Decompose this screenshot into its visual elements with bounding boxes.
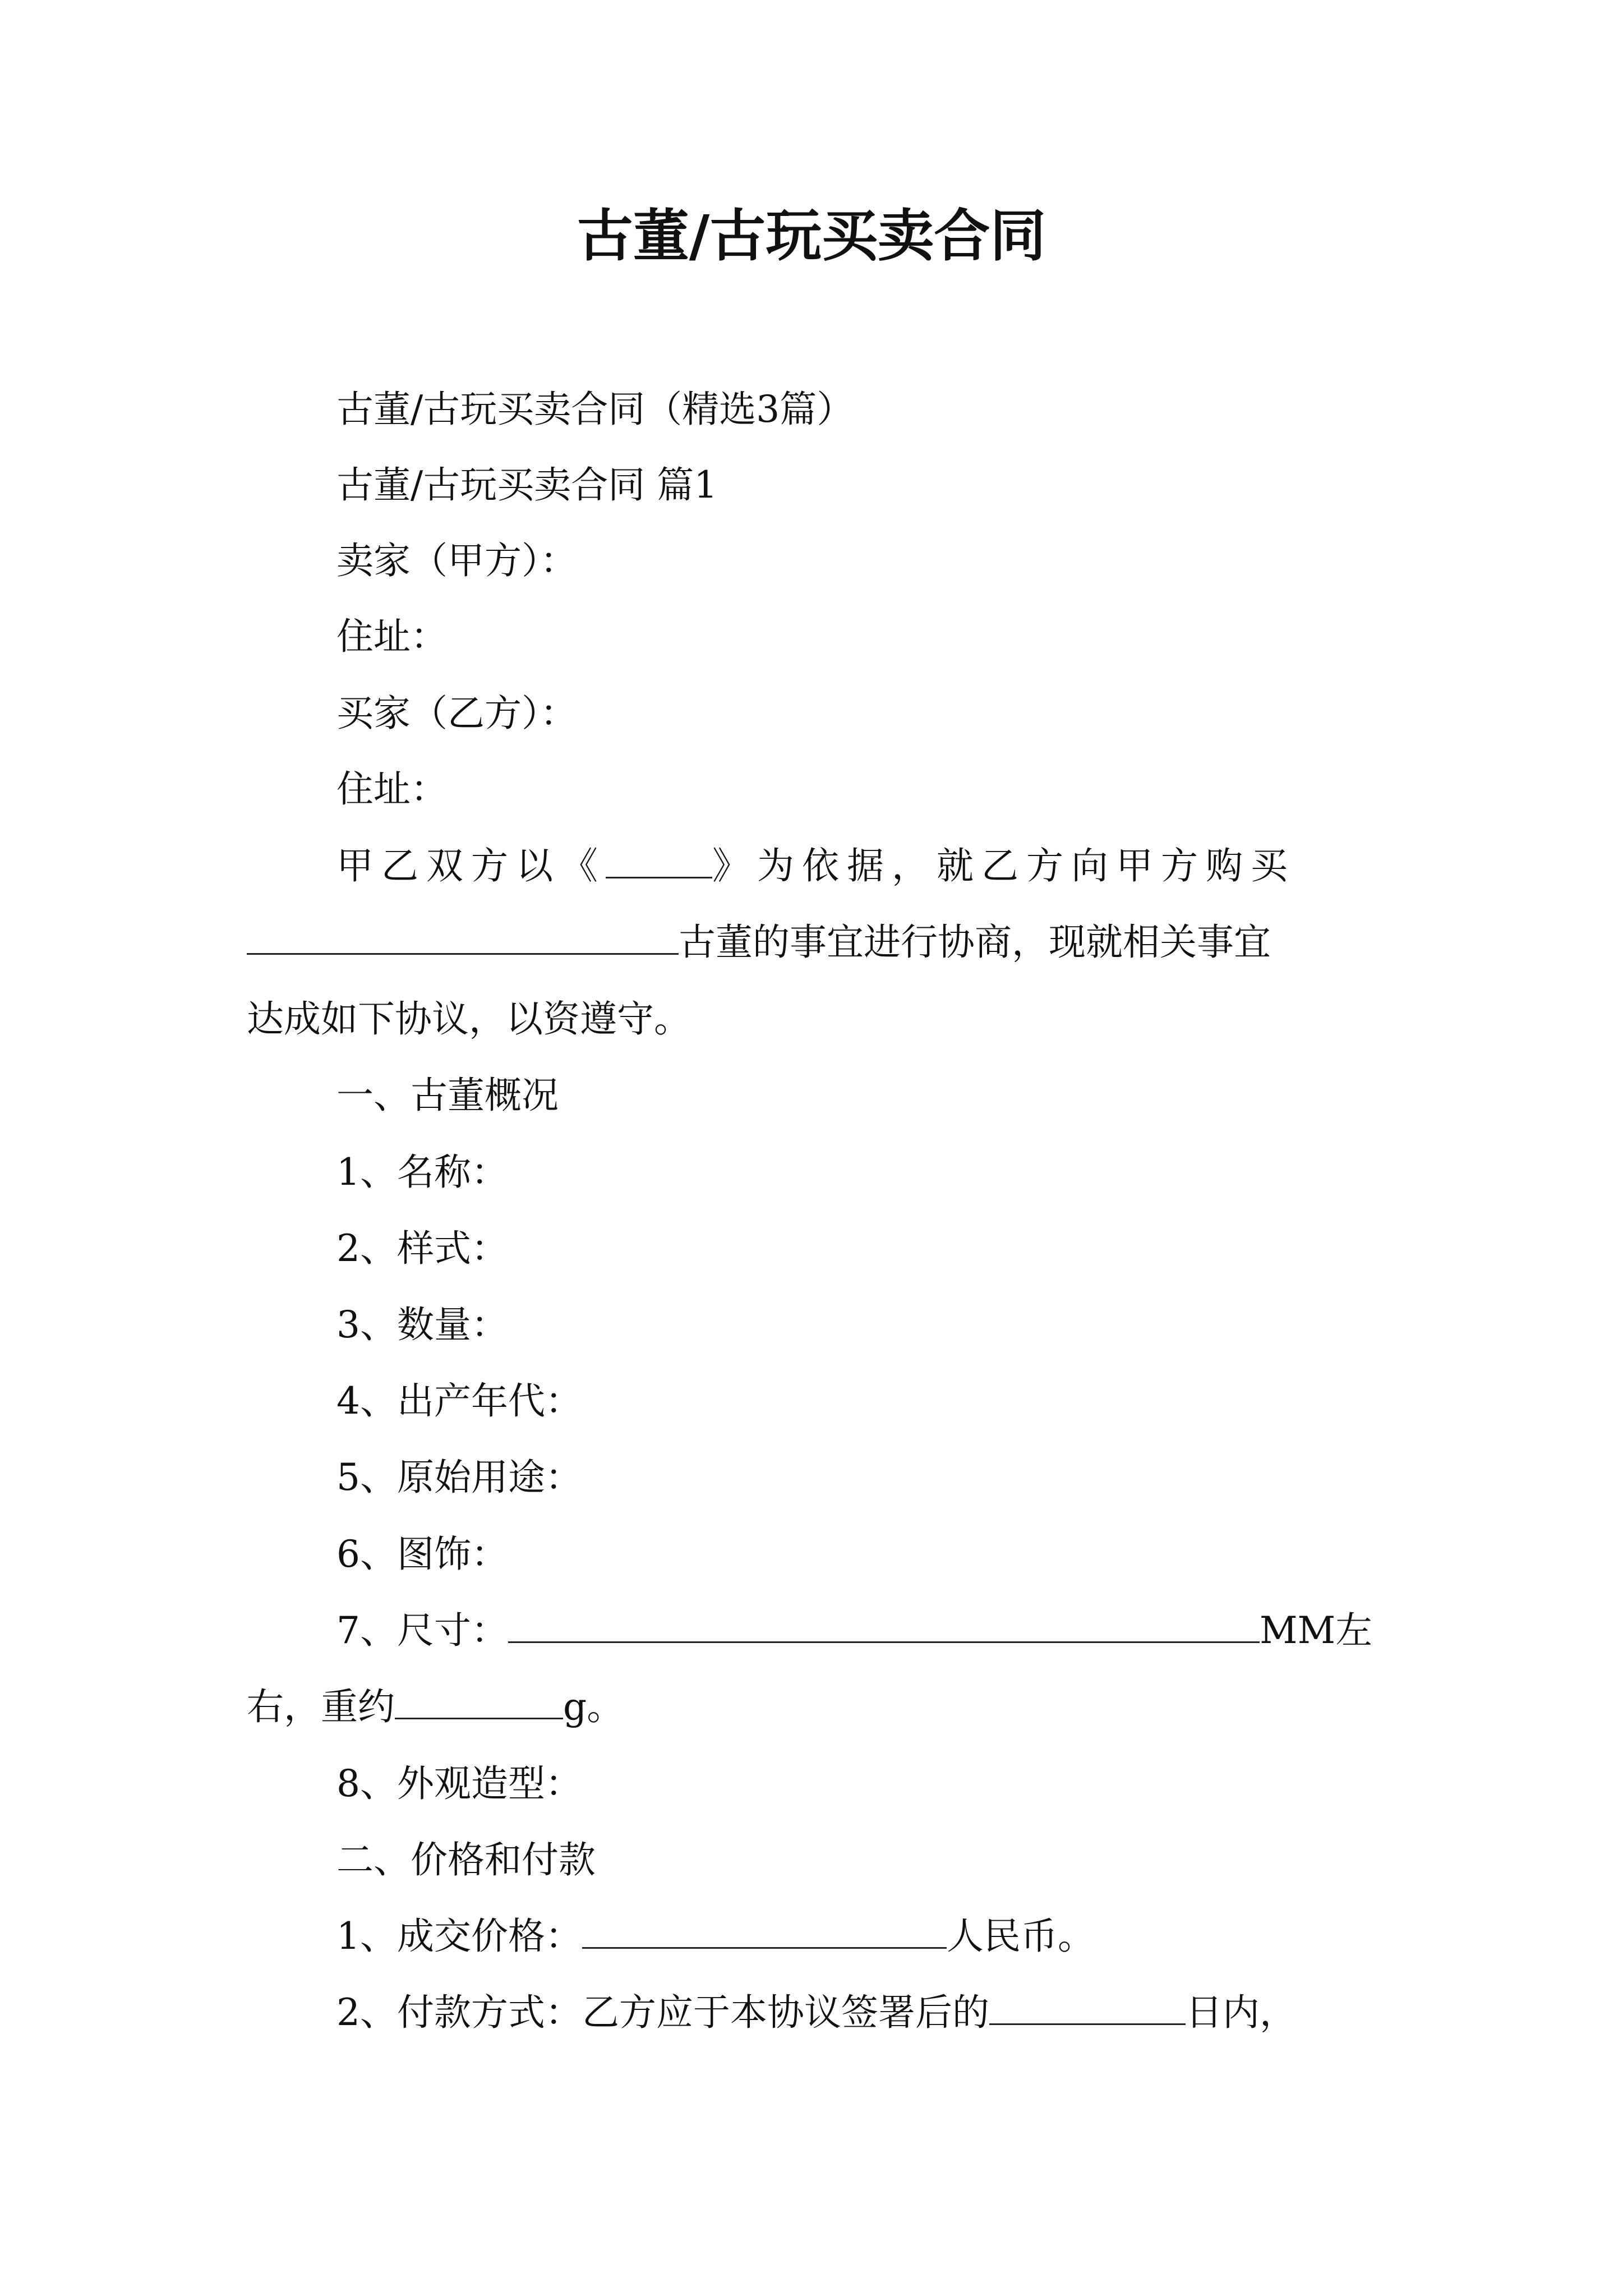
item-blank <box>247 919 679 955</box>
item-size <box>336 1603 1372 1659</box>
section2-heading: 二、价格和付款 <box>336 1838 596 1881</box>
payment-tail: 日内， <box>1186 1991 1297 2034</box>
intro-part1: 甲乙双方以《 <box>336 844 606 887</box>
intro-line-1 <box>336 838 1295 894</box>
item-shape: 8、外观造型： <box>336 1762 582 1805</box>
buyer-label: 买家（乙方）： <box>336 692 577 735</box>
payment-label: 2、付款方式：乙方应于本协议签署后的 <box>336 1991 989 2034</box>
weight-blank <box>395 1684 563 1719</box>
intro-part3: 古董的事宜进行协商，现就相关事宜 <box>679 921 1271 964</box>
item-quantity: 3、数量： <box>336 1303 508 1346</box>
basis-blank <box>606 843 712 878</box>
weight-unit: g。 <box>563 1685 624 1728</box>
document-title: 古董/古玩买卖合同 <box>577 203 1046 269</box>
size-label: 7、尺寸： <box>336 1609 508 1652</box>
item-decoration: 6、图饰： <box>336 1533 508 1576</box>
seller-address-label: 住址： <box>336 615 448 658</box>
item-original-use: 5、原始用途： <box>336 1456 582 1499</box>
price-label: 1、成交价格： <box>336 1915 582 1958</box>
intro-part2: 》为依据，就乙方向甲方购买 <box>712 844 1295 887</box>
payment-blank <box>989 1990 1186 2025</box>
size-blank <box>508 1608 1260 1643</box>
intro-line-2 <box>247 914 1271 970</box>
price-line <box>336 1908 1095 1964</box>
buyer-address-label: 住址： <box>336 767 448 811</box>
section-heading: 古董/古玩买卖合同 篇1 <box>336 463 718 507</box>
size-tail: 右，重约 <box>247 1685 395 1728</box>
item-name: 1、名称： <box>336 1151 508 1194</box>
seller-label: 卖家（甲方）： <box>336 539 577 582</box>
size-unit: MM左 <box>1260 1609 1373 1652</box>
item-era: 4、出产年代： <box>336 1379 582 1423</box>
item-style: 2、样式： <box>336 1227 508 1270</box>
price-unit: 人民币。 <box>947 1915 1095 1958</box>
item-weight <box>247 1679 624 1735</box>
document-subtitle: 古董/古玩买卖合同（精选3篇） <box>336 388 854 431</box>
payment-line <box>336 1985 1297 2041</box>
price-blank <box>582 1913 947 1949</box>
intro-part4: 达成如下协议，以资遵守。 <box>247 997 691 1041</box>
section1-heading: 一、古董概况 <box>336 1074 559 1117</box>
